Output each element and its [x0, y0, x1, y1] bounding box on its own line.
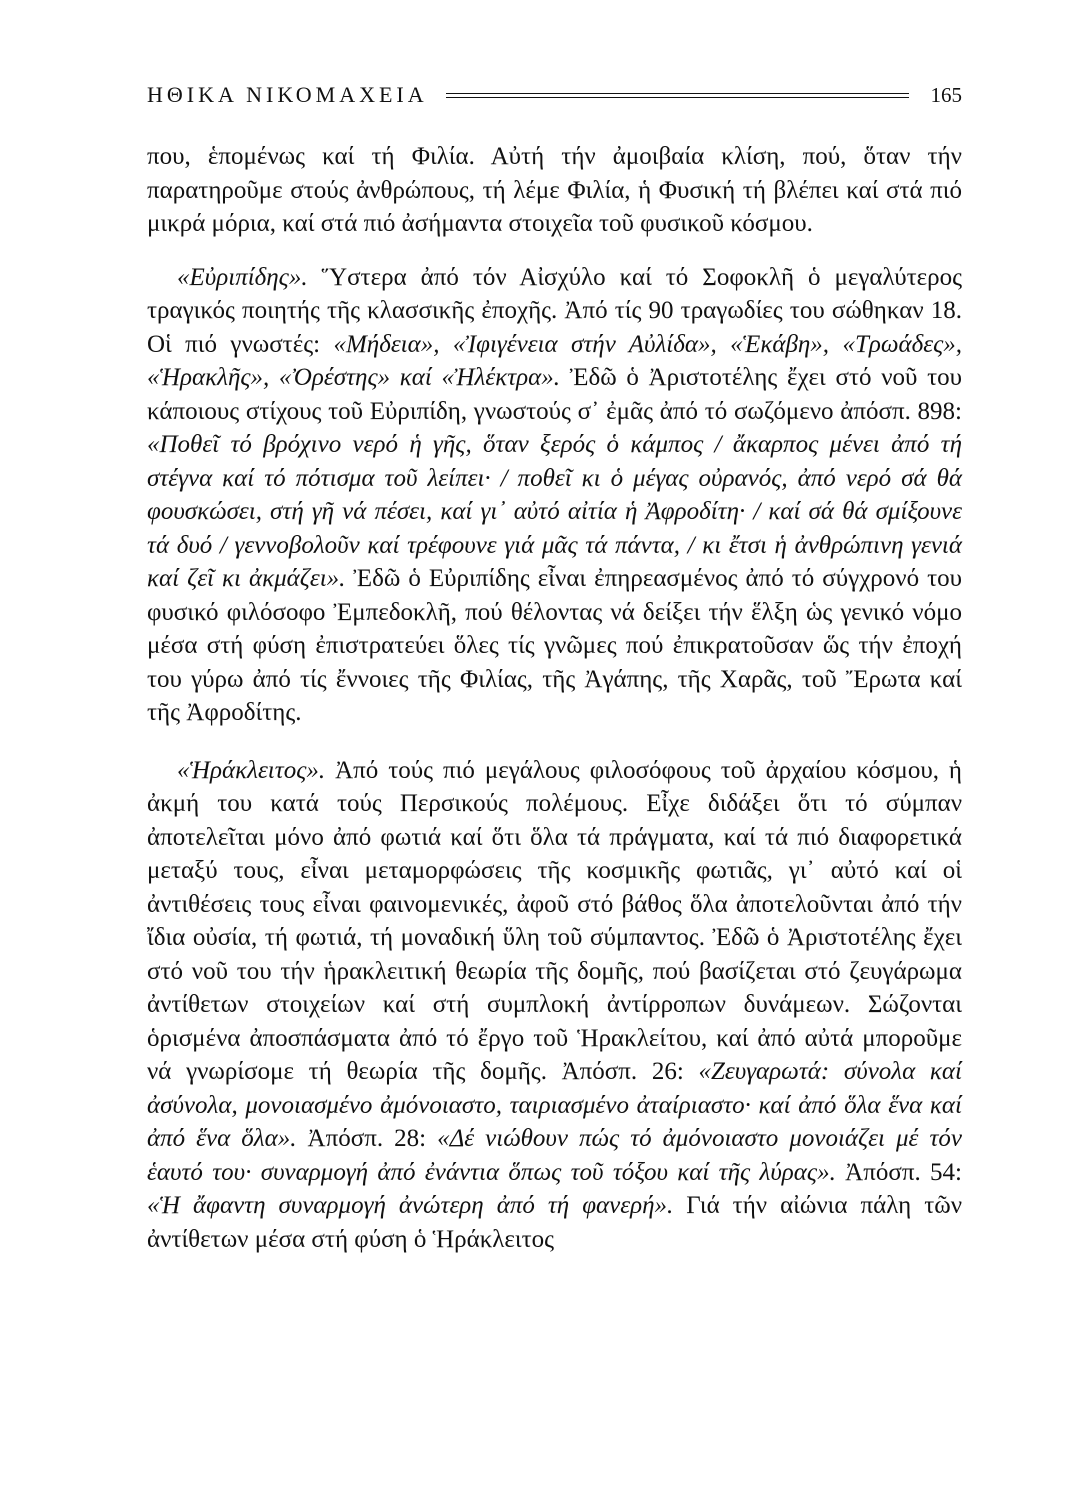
entry-heading-heraclitus: «Ἡράκλειτος». — [177, 756, 326, 784]
paragraph-1: που, ἑπομένως καί τή Φιλία. Αὐτή τήν ἀμοιβαία κλίση, πού, ὅταν τήν παρατηροῦμε στούς ἀνθρώπους, τή λέμε Φιλία, ἡ Φυσική τή βλέπει καί στά πιό μικρά μόρια, καί στά πιό ἀσήμαντα στοιχεῖα τοῦ φυσικοῦ κόσμου. — [147, 143, 962, 237]
fragment-54-quote: «Ἡ ἄφαντη συναρμογή ἀνώτερη ἀπό τή φανερή». — [147, 1192, 674, 1219]
header-double-rule — [446, 93, 909, 98]
tragedy-titles: «Μήδεια», «Ἰφιγένεια στήν Αὐλίδα», «Ἑκάβη», «Τρωάδες», «Ἡρακλῆς», «Ὀρέστης» καί «Ἠλέκτρα». — [147, 330, 962, 391]
running-title: ΗΘΙΚΑ ΝΙΚΟΜΑΧΕΙΑ — [147, 82, 428, 107]
entry-heading-euripides: «Εὐριπίδης». — [177, 263, 308, 291]
body-text — [147, 140, 962, 1256]
page-number: 165 — [930, 82, 962, 107]
paragraph-heraclitus: «Ἡράκλειτος». Ἀπό τούς πιό μεγάλους φιλοσόφους τοῦ ἀρχαίου κόσμου, ἡ ἀκμή του κατά τούς Περσικούς πολέμους. Εἶχε διδάξει ὅτι τό σύμπαν ἀποτελεῖται μόνο ἀπό φωτιά καί ὅτι ὅλα τά πράγματα, καί τά πιό διαφορετικά μεταξύ τους, εἶναι μεταμορφώσεις τῆς κοσμικῆς φωτιᾶς, γι᾽ αὐτό καί οἱ ἀντιθέσεις τους εἶναι φαινομενικές, ἀφοῦ στό βάθος ὅλα ἀποτελοῦνται ἀπό τήν ἴδια οὐσία, τή φωτιά, τή μοναδική ὕλη τοῦ σύμπαντος. Ἐδῶ ὁ Ἀριστοτέλης ἔχει στό νοῦ του τήν ἡρακλειτική θεωρία τῆς δομῆς, πού βασίζεται στό ζευγάρωμα ἀντίθετων στοιχείων καί στή συμπλοκή ἀντίρροπων δυνάμεων. Σώζονται ὁρισμένα ἀποσπάσματα ἀπό τό ἔργο τοῦ Ἡρακλείτου, καί ἀπό αὐτά μποροῦμε νά γνωρίσομε τή θεωρία τῆς δομῆς. Ἀπόσπ. 26: «Ζευγαρωτά: σύνολα καί ἀσύνολα, μονοιασμένο ἀμόνοιαστο, ταιριασμένο ἀταίριαστο· καί ἀπό ὅλα ἕνα καί ἀπό ἕνα ὅλα». Ἀπόσπ. 28: «Δέ νιώθουν πώς τό ἀμόνοιαστο μονοιάζει μέ τόν ἑαυτό του· συναρμογή ἀπό ἐνάντια ὅπως τοῦ τόξου καί τῆς λύρας». Ἀπόσπ. 54: «Ἡ ἄφαντη συναρμογή ἀνώτερη ἀπό τή φανερή». Γιά τήν αἰώνια πάλη τῶν ἀντίθετων μέσα στή φύση ὁ Ἡράκλειτος — [147, 756, 962, 1253]
fragment-898-quote: «Ποθεῖ τό βρόχινο νερό ἡ γῆς, ὅταν ξερός ὁ κάμπος / ἄκαρπος μένει ἀπό τή στέγνα καί τό πότισμα τοῦ λείπει· / ποθεῖ κι ὁ μέγας οὐρανός, ἀπό νερό σά θά φουσκώσει, στή γῆ νά πέσει, καί γι᾽ αὐτό αἰτία ἡ Ἀφροδίτη· / καί σά θά σμίξουνε τά δυό / γεννοβολοῦν καί τρέφουνε γιά μᾶς τά πάντα, / κι ἔτσι ἡ ἀνθρώπινη γενιά καί ζεῖ κι ἀκμάζει». — [147, 431, 962, 592]
fragment-28-quote: «Δέ νιώθουν πώς τό ἀμόνοιαστο μονοιάζει μέ τόν ἑαυτό του· συναρμογή ἀπό ἐνάντια ὅπως τοῦ τόξου καί τῆς λύρας». — [147, 1125, 962, 1186]
fragment-26-quote: «Ζευγαρωτά: σύνολα καί ἀσύνολα, μονοιασμένο ἀμόνοιαστο, ταιριασμένο ἀταίριαστο· καί ἀπό ὅλα ἕνα καί ἀπό ἕνα ὅλα». — [147, 1058, 962, 1152]
running-head — [147, 80, 962, 110]
paragraph-euripides: «Εὐριπίδης». Ὕστερα ἀπό τόν Αἰσχύλο καί τό Σοφοκλῆ ὁ μεγαλύτερος τραγικός ποιητής τῆς κλασσικῆς ἐποχῆς. Ἀπό τίς 90 τραγωδίες του σώθηκαν 18. Οἱ πιό γνωστές: «Μήδεια», «Ἰφιγένεια στήν Αὐλίδα», «Ἑκάβη», «Τρωάδες», «Ἡρακλῆς», «Ὀρέστης» καί «Ἠλέκτρα». Ἐδῶ ὁ Ἀριστοτέλης ἔχει στό νοῦ του κάποιους στίχους τοῦ Εὐριπίδη, γνωστούς σ᾽ ἐμᾶς ἀπό τό σωζόμενο ἀπόσπ. 898: «Ποθεῖ τό βρόχινο νερό ἡ γῆς, ὅταν ξερός ὁ κάμπος / ἄκαρπος μένει ἀπό τή στέγνα καί τό πότισμα τοῦ λείπει· / ποθεῖ κι ὁ μέγας οὐρανός, ἀπό νερό σά θά φουσκώσει, στή γῆ νά πέσει, καί γι᾽ αὐτό αἰτία ἡ Ἀφροδίτη· / καί σά θά σμίξουνε τά δυό / γεννοβολοῦν καί τρέφουνε γιά μᾶς τά πάντα, / κι ἔτσι ἡ ἀνθρώπινη γενιά καί ζεῖ κι ἀκμάζει». Ἐδῶ ὁ Εὐριπίδης εἶναι ἐπηρεασμένος ἀπό τό σύγχρονό του φυσικό φιλόσοφο Ἐμπεδοκλῆ, πού θέλοντας νά δείξει τήν ἕλξη ὡς γενικό νόμο μέσα στή φύση ἐπιστρατεύει ὅλες τίς γνῶμες πού ἐπικρατοῦσαν ὥς τήν ἐποχή του γύρω ἀπό τίς ἔννοιες τῆς Φιλίας, τῆς Ἀγάπης, τῆς Χαρᾶς, τοῦ Ἔρωτα καί τῆς Ἀφροδίτης. — [147, 263, 962, 726]
